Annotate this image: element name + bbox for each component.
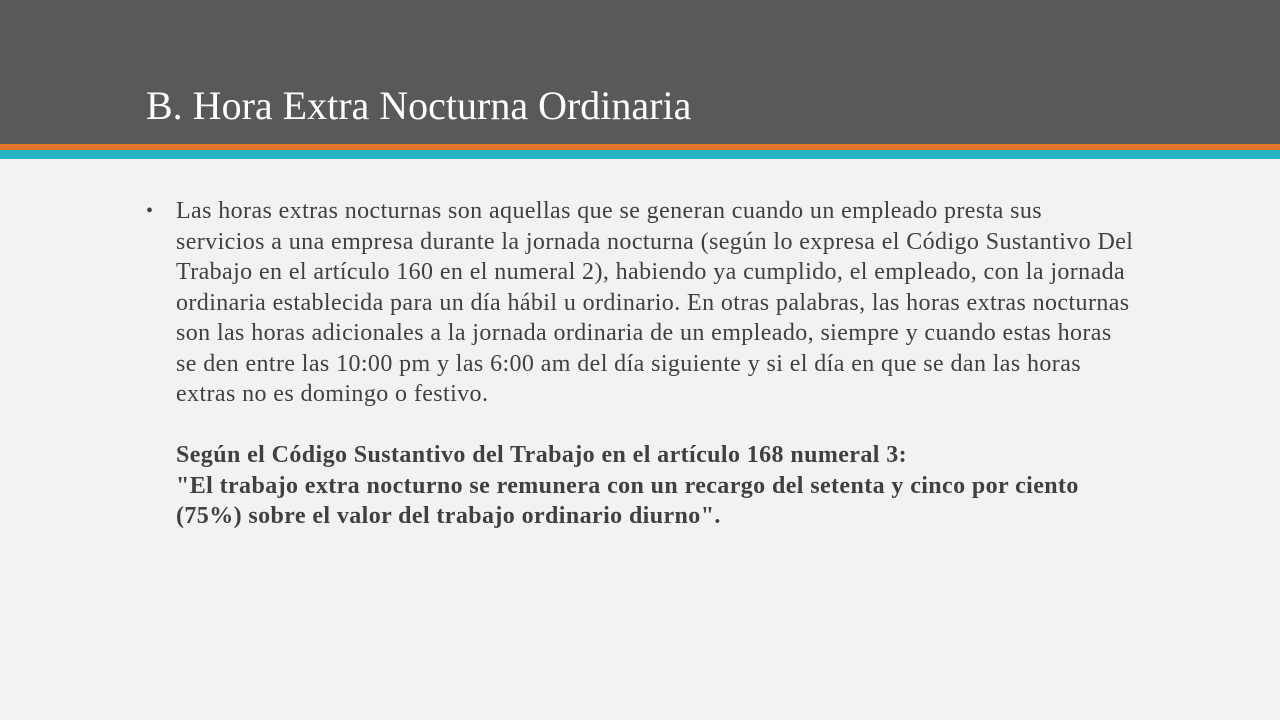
bullet-icon: • [146, 200, 154, 222]
title-bar [0, 0, 1280, 144]
bullet-item [146, 196, 1136, 532]
quote-intro: Según el Código Sustantivo del Trabajo en el artículo 168 numeral 3: [176, 442, 908, 468]
slide-title: B. Hora Extra Nocturna Ordinaria [146, 83, 692, 128]
body-paragraph: Las horas extras nocturnas son aquellas que se generan cuando un empleado presta sus servicios a una empresa durante la jornada nocturna (según lo expresa el Código Sustantivo Del Trabajo en el artículo 160 en el numeral 2), habiendo ya cumplido, el empleado, con la jornada ordinaria establecida para un día hábil u ordinario. En otras palabras, las horas extras nocturnas son las horas adicionales a la jornada ordinaria de un empleado, siempre y cuando estas horas se den entre las 10:00 pm y las 6:00 am del día siguiente y si el día en que se dan las horas extras no es domingo o festivo. [176, 198, 1134, 407]
accent-stripe-teal [0, 150, 1280, 159]
legal-quote [176, 440, 1136, 532]
quote-text: "El trabajo extra nocturno se remunera con un recargo del setenta y cinco por ciento (75%) sobre el valor del trabajo ordinario diurno". [176, 472, 1079, 529]
slide-body [146, 196, 1136, 532]
